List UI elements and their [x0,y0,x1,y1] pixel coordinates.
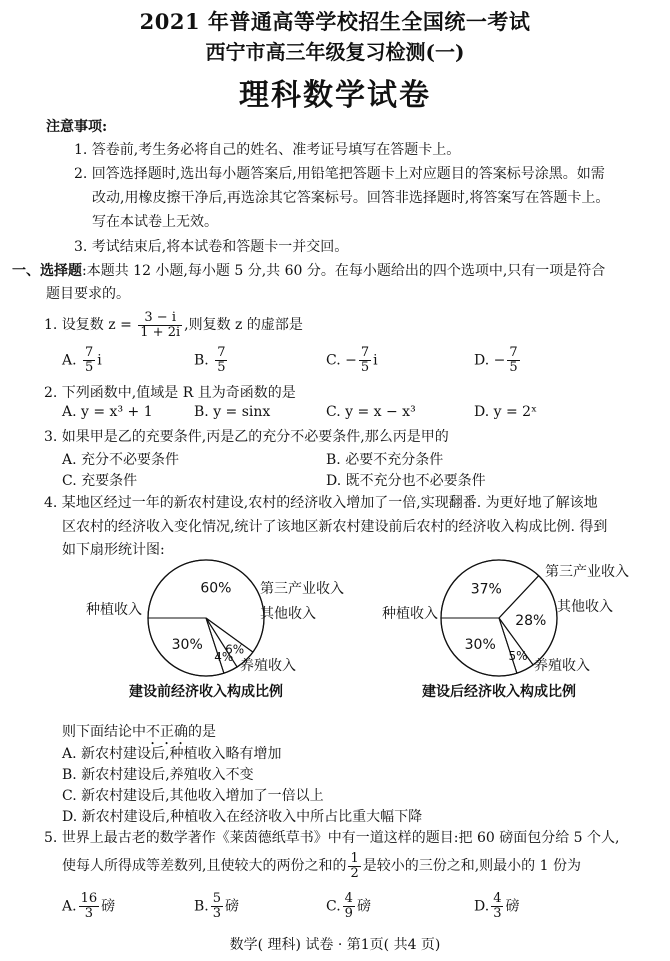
q4-option-a: A. 新农村建设后,种植收入略有增加 [62,746,282,762]
question-2-stem: 2. 下列函数中,值域是 R 且为奇函数的是 [44,385,296,401]
frac-num: 7 [217,345,226,360]
question-4-stem-cont: 区农村的经济收入变化情况,统计了该地区新农村建设前后农村的经济收入构成比例. 得到 [62,519,608,535]
option-label: A. [62,352,77,369]
pie-slice-value-label: 30% [464,636,496,653]
option-label: B. [194,898,209,915]
frac-num: 7 [509,345,518,360]
section-intro-cont: 题目要求的。 [46,286,130,302]
option-label: D. [474,352,490,369]
option-fraction [343,892,355,921]
exam-header-line2: 西宁市高三年级复习检测(一) [205,40,465,64]
exam-header-line1: 2021 年普通高等学校招生全国统一考试 [139,9,531,34]
option-fraction [491,892,503,921]
q4-option-d: D. 新农村建设后,种植收入在经济收入中所占比重大幅下降 [62,809,423,825]
q3-option-c: C. 充要条件 [62,473,138,489]
pie-slice-value-label: 4% [214,649,234,664]
frac-num: 7 [360,345,370,360]
q5-option-d [474,892,519,921]
option-fraction [79,892,100,921]
pie-category-label: 第三产业收入 [545,564,629,580]
frac-num: 5 [212,891,222,906]
notice-item: 改动,用橡皮擦干净后,再选涂其它答案标号。回答非选择题时,将答案写在答题卡上。 [92,190,610,206]
pie-slice-value-label: 28% [515,613,547,629]
pie-category-label: 种植收入 [382,606,438,622]
q5-stem-pre: 使每人所得成等差数列,且使较大的两份之和的 [62,858,347,874]
notice-item: 写在本试卷上无效。 [92,214,218,230]
pie-slice-value-label: 60% [200,580,232,597]
question-4-stem-cont: 如下扇形统计图: [62,542,165,558]
option-fraction [507,346,519,375]
option-sign: − [493,352,506,369]
option-fraction [359,346,371,375]
frac-den: 3 [212,906,222,921]
frac-num: 16 [80,891,98,906]
exam-title: 理科数学试卷 [239,78,431,113]
q4-option-b: B. 新农村建设后,养殖收入不变 [62,767,254,783]
q1-fraction-num: 3 − i [138,311,182,326]
pie-category-label: 养殖收入 [240,658,296,674]
section-heading: 一、选择题 [12,263,82,279]
question-5-stem-cont [62,849,581,883]
option-unit: 磅 [225,898,240,915]
q5-option-b [194,892,239,921]
q3-option-b: B. 必要不充分条件 [326,452,444,468]
pie-category-label: 其他收入 [557,599,613,615]
q4-prompt-post: 的是 [188,724,216,740]
option-fraction [211,892,223,921]
frac-den: 3 [84,906,93,921]
notice-heading: 注意事项: [46,119,108,135]
option-suffix: i [97,352,102,369]
frac-den: 5 [217,360,226,375]
q4-option-c: C. 新农村建设后,其他收入增加了一倍以上 [62,788,324,804]
pie-category-label: 第三产业收入 [260,581,344,597]
question-5-stem: 5. 世界上最古老的数学著作《莱茵德纸草书》中有一道这样的题目:把 60 磅面包分给 5 个人, [44,830,620,846]
option-label: A. [62,898,77,915]
frac-den: 5 [360,360,370,375]
q5-option-a [62,892,115,921]
option-label: D. [474,898,490,915]
option-label: C. [326,352,341,369]
option-sign: − [345,352,357,369]
frac-den: 5 [509,360,518,375]
pie-category-label: 种植收入 [86,602,142,618]
q1-option-d [474,346,522,375]
section-intro-text: :本题共 12 小题,每小题 5 分,共 60 分。在每小题给出的四个选项中,只有一项是符合 [82,263,606,279]
pie-slice-value-label: 5% [508,649,528,664]
frac-den: 5 [85,360,94,375]
question-3-stem: 3. 如果甲是乙的充要条件,丙是乙的充分不必要条件,那么丙是甲的 [44,429,449,445]
option-unit: 磅 [505,898,520,915]
notice-item: 2. 回答选择题时,选出每小题答案后,用铅笔把答题卡上对应题目的答案标号涂黑。如需 [74,166,605,182]
option-unit: 磅 [101,898,116,915]
page-footer: 数学( 理科) 试卷 · 第1页( 共4 页) [229,937,441,953]
frac-den: 3 [493,906,502,921]
pie-slice-value-label: 6% [225,642,245,657]
q1-option-b [194,346,229,375]
notice-item: 3. 考试结束后,将本试卷和答题卡一并交回。 [74,239,349,255]
q1-post: ,则复数 z 的虚部是 [184,317,303,333]
q1-option-c [326,346,378,375]
section-intro [12,262,605,280]
q1-option-a [62,346,102,375]
q4-prompt-pre: 则下面结论中 [62,724,146,740]
q2-option-c: C. y = x − x³ [326,404,416,420]
pie-chart-title: 建设前经济收入构成比例 [129,684,283,700]
option-unit: 磅 [356,898,371,915]
q2-option-b: B. y = sinx [194,404,271,420]
question-4-stem: 4. 某地区经过一年的新农村建设,农村的经济收入增加了一倍,实现翻番. 为更好地了解该地 [44,495,598,511]
frac-den: 2 [350,865,359,881]
q1-fraction-den: 1 + 2i [140,324,181,340]
pie-slice-value-label: 37% [470,581,502,598]
option-label: C. [326,898,341,915]
frac-num: 4 [344,891,353,906]
q5-option-c [326,892,371,921]
pie-category-label: 其他收入 [260,606,316,622]
frac-den: 9 [344,906,353,921]
option-fraction [83,346,95,375]
q5-fraction [348,852,360,881]
frac-num: 4 [493,891,502,906]
option-suffix: i [373,352,378,369]
pie-chart-title: 建设后经济收入构成比例 [422,684,576,700]
q5-stem-post: 是较小的三份之和,则最小的 1 份为 [362,858,581,874]
q1-pre: 1. 设复数 z = [44,317,132,333]
q3-option-d: D. 既不充分也不必要条件 [326,473,486,489]
option-label: B. [194,352,209,369]
q2-option-a: A. y = x³ + 1 [62,404,153,420]
notice-item: 1. 答卷前,考生务必将自己的姓名、准考证号填写在答题卡上。 [74,142,461,158]
pie-charts [0,556,670,726]
q2-option-d: D. y = 2ˣ [474,404,538,420]
pie-slice-value-label: 30% [171,636,203,653]
frac-num: 1 [350,850,359,866]
pie-category-label: 养殖收入 [534,658,590,674]
q3-option-a: A. 充分不必要条件 [62,452,180,468]
option-fraction [215,346,227,375]
question-1-stem [44,308,303,342]
q1-fraction [138,311,182,340]
frac-num: 7 [85,345,94,360]
q4-prompt-emph: 不正确 [146,724,188,740]
